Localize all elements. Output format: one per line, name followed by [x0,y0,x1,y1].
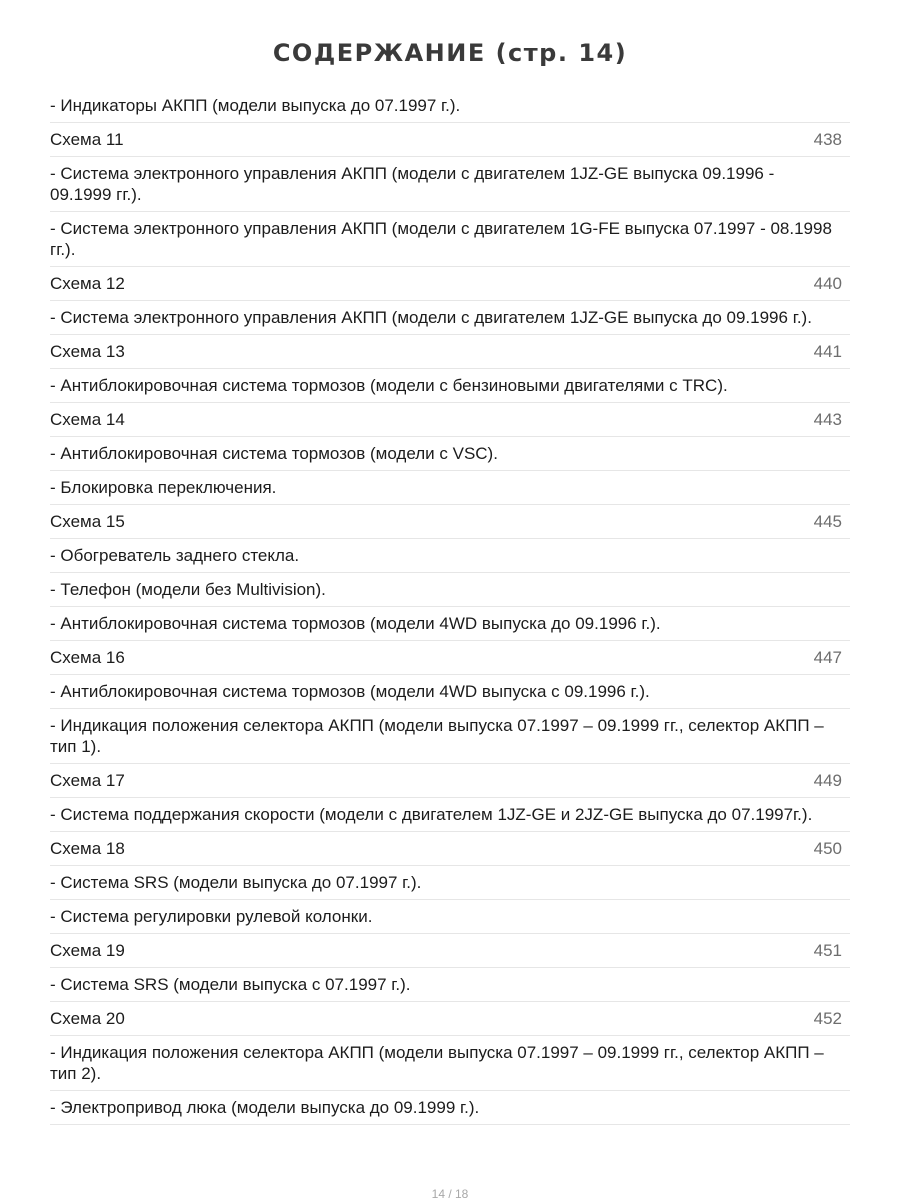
scheme-label: Схема 16 [50,648,125,667]
toc-scheme-row [50,832,850,866]
toc-scheme-row [50,641,850,675]
entry-text: - Антиблокировочная система тормозов (модели с бензиновыми двигателями с TRC). [50,376,728,395]
entry-text: - Антиблокировочная система тормозов (модели с VSC). [50,444,498,463]
toc-entry-row [50,709,850,764]
toc-entry-row [50,471,850,505]
toc-entry-row [50,437,850,471]
entry-text: - Телефон (модели без Multivision). [50,580,326,599]
page-number: 443 [813,410,842,429]
page-number: 451 [813,941,842,960]
entry-text: - Система SRS (модели выпуска с 07.1997 г.). [50,975,411,994]
toc-entry-row [50,212,850,267]
entry-text: - Обогреватель заднего стекла. [50,546,300,565]
entry-text: - Антиблокировочная система тормозов (модели 4WD выпуска с 09.1996 г.). [50,682,650,701]
toc-scheme-row [50,403,850,437]
page-number: 452 [813,1009,842,1028]
page-number: 440 [813,274,842,293]
toc-entry-row [50,1091,850,1125]
scheme-label: Схема 15 [50,512,125,531]
toc-entry-row [50,607,850,641]
page-number: 438 [813,130,842,149]
toc-scheme-row [50,764,850,798]
entry-text: - Антиблокировочная система тормозов (модели 4WD выпуска до 09.1996 г.). [50,614,661,633]
toc-entry-row [50,539,850,573]
entry-text: - Индикация положения селектора АКПП (модели выпуска 07.1997 – 09.1999 гг., селектор АКПП –тип 1). [50,716,824,756]
toc-entry-row [50,1036,850,1091]
scheme-label: Схема 13 [50,342,125,361]
toc-entry-row [50,301,850,335]
entry-text: - Индикация положения селектора АКПП (модели выпуска 07.1997 – 09.1999 гг., селектор АКПП –тип 2). [50,1043,824,1083]
entry-text: - Система электронного управления АКПП (модели с двигателем 1JZ-GE выпуска 09.1996 - 09.1999 гг.). [50,164,775,204]
toc-entry-row [50,968,850,1002]
entry-text: - Система SRS (модели выпуска до 07.1997 г.). [50,873,422,892]
scheme-label: Схема 12 [50,274,125,293]
scheme-label: Схема 20 [50,1009,125,1028]
page-counter: 14 / 18 [431,1187,469,1201]
page-number: 441 [813,342,842,361]
toc-list [50,89,850,1125]
toc-scheme-row [50,1002,850,1036]
toc-entry-row [50,900,850,934]
scheme-label: Схема 19 [50,941,125,960]
page-number: 449 [813,771,842,790]
page-number: 450 [813,839,842,858]
toc-scheme-row [50,505,850,539]
page-title: СОДЕРЖАНИЕ (стр. 14) [272,39,628,67]
scheme-label: Схема 14 [50,410,125,429]
scheme-label: Схема 11 [50,130,124,149]
toc-entry-row [50,675,850,709]
toc-scheme-row [50,123,850,157]
entry-text: - Индикаторы АКПП (модели выпуска до 07.1997 г.). [50,96,461,115]
scheme-label: Схема 17 [50,771,125,790]
toc-scheme-row [50,934,850,968]
toc-entry-row [50,89,850,123]
toc-entry-row [50,369,850,403]
entry-text: - Система регулировки рулевой колонки. [50,907,373,926]
page-number: 445 [813,512,842,531]
toc-entry-row [50,866,850,900]
toc-entry-row [50,573,850,607]
entry-text: - Система поддержания скорости (модели с двигателем 1JZ-GE и 2JZ-GE выпуска до 07.1997г.). [50,805,813,824]
toc-scheme-row [50,335,850,369]
toc-scheme-row [50,267,850,301]
page-number: 447 [813,648,842,667]
scheme-label: Схема 18 [50,839,125,858]
entry-text: - Электропривод люка (модели выпуска до 09.1999 г.). [50,1098,480,1117]
entry-text: - Система электронного управления АКПП (модели с двигателем 1G-FE выпуска 07.1997 - 08.1998 гг.). [50,219,832,259]
toc-entry-row [50,157,850,212]
entry-text: - Система электронного управления АКПП (модели с двигателем 1JZ-GE выпуска до 09.1996 г.). [50,308,812,327]
entry-text: - Блокировка переключения. [50,478,277,497]
toc-entry-row [50,798,850,832]
